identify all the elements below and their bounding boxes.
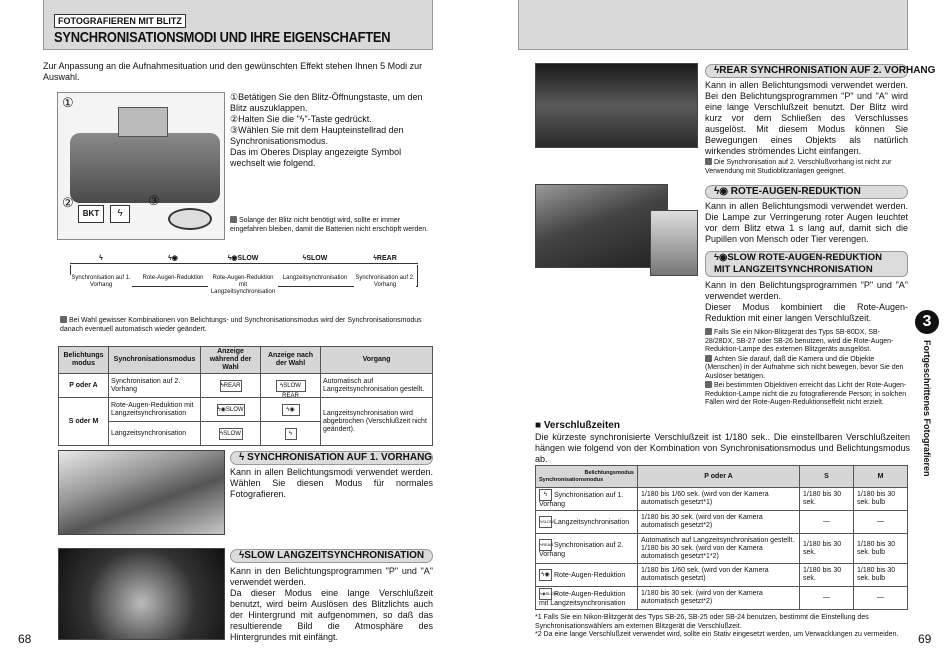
- note-icon: [60, 316, 67, 323]
- photo-carousel-girl: [58, 450, 225, 535]
- section-redeye-slow-text: [705, 280, 908, 324]
- flow-step-redeye-slow: ϟ◉SLOW Rote-Augen-Reduktion mit Langzeitsynchronisation: [208, 255, 278, 296]
- redeye-icon: ϟ◉: [282, 404, 300, 416]
- rear-icon: ϟREAR: [220, 380, 242, 392]
- section-slow-sync-title: ϟSLOW LANGZEITSYNCHRONISATION: [230, 549, 433, 563]
- mode-change-table: [58, 346, 433, 446]
- redeye-slow-para-1: Kann in den Belichtungsprogrammen "P" und "A" verwendet werden.: [705, 280, 908, 301]
- note-item: Achten Sie darauf, daß die Kamera und die Objekte (Menschen) in der Aufnahme sich nicht bewegen, bevor Sie den Auslöser betätigen.: [705, 355, 904, 380]
- step-2-text: ②Halten Sie die "ϟ"-Taste gedrückt.: [230, 114, 372, 124]
- section-front-curtain-text: Kann in allen Belichtungsmodi verwendet werden. Wählen Sie diesen Modus für normales Fotografieren.: [230, 467, 433, 499]
- flow-step-front: ϟ Synchronisation auf 1. Vorhang: [71, 255, 131, 288]
- note-studio-flash: [705, 158, 908, 176]
- section-redeye-title: ϟ◉ ROTE-AUGEN-REDUKTION: [705, 185, 908, 199]
- slow-icon: ϟSLOW: [539, 516, 552, 528]
- note-batteries: [230, 216, 433, 234]
- section-front-curtain-title: ϟ SYNCHRONISATION AUF 1. VORHANG: [230, 451, 433, 465]
- footnote-2: *2 Da eine lange Verschlußzeit verwendet wird, sollte ein Stativ eingesetzt werden, um Verwacklungen zu vermeiden.: [535, 631, 899, 638]
- table-row: Langzeitsynchronisation ϟSLOW ϟ: [59, 422, 433, 446]
- section-rear-curtain-text: Kann in allen Belichtungsmodi verwendet werden. Bei den Belichtungsprogrammen "P" und "A" wird eine lange Verschlußzeit benutzt. Der Blitz wird kurz vor dem Schließen des Verschlusses ausgelöst. Mit diesem Modus können Sie Bewegungen eines Objekts als natürlich wirkendes strömendes Licht einfangen.: [705, 80, 908, 156]
- redeye-slow-title-line2: MIT LANGZEITSYNCHRONISATION: [714, 264, 873, 275]
- col-after: Anzeige nach der Wahl: [261, 347, 321, 374]
- redeye-slow-icon: ϟ◉SLOW: [539, 588, 552, 600]
- slow-sync-para-1: Kann in den Belichtungsprogrammen "P" und "A" verwendet werden.: [230, 566, 433, 587]
- slow-rear-icon: ϟSLOW REAR: [276, 380, 306, 392]
- bkt-button: BKT: [78, 205, 104, 223]
- redeye-slow-icon: ϟ◉SLOW: [217, 404, 245, 416]
- note-icon: [705, 158, 712, 165]
- section-redeye-slow-title: [705, 251, 908, 277]
- note-item: Falls Sie ein Nikon-Blitzgerät des Typs SB-80DX, SB-28/28DX, SB-27 oder SB-26 benutzen, wird die Rote-Augen-Reduktion-Lampe des externen Blitzgeräts ausgelöst.: [705, 329, 894, 353]
- note-combination: [60, 316, 435, 334]
- note-item: Bei bestimmten Objektiven erreicht das Licht der Rote-Augen-Reduktion-Lampe nicht die zu fotografierende Person; in solchen Fällen wird der Rote-Augen-Reduktionseffekt nicht erzielt.: [705, 382, 907, 406]
- command-dial: [168, 208, 212, 230]
- col-p-or-a: P oder A: [638, 466, 800, 488]
- rear-icon: ϟREAR: [539, 539, 552, 551]
- note-studio-flash-text: Die Synchronisation auf 2. Verschlußvorhang ist nicht zur Verwendung mit Studioblitzanlagen geeignet.: [705, 159, 892, 175]
- table-row: ϟ◉ Rote-Augen-Reduktion 1/180 bis 1/60 sek. (wird von der Kamera automatisch gesetzt) 1/180 bis 30 sek. 1/180 bis 30 sek. bulb: [536, 564, 908, 587]
- corner-cell: Belichtungsmodus Synchronisationsmodus: [536, 466, 638, 488]
- note-combination-text: Bei Wahl gewisser Kombinationen von Belichtungs- und Synchronisationsmodus wird der Synchronisationsmodus danach eventuell automatisch wieder geändert.: [60, 317, 422, 333]
- table-row: P oder A Synchronisation auf 2. Vorhang ϟREAR ϟSLOW REAR Automatisch auf Langzeitsynchronisation gestellt.: [59, 374, 433, 398]
- chapter-tag: FOTOGRAFIEREN MIT BLITZ: [54, 14, 186, 28]
- col-s: S: [800, 466, 854, 488]
- note-batteries-text: Solange der Blitz nicht benötigt wird, sollte er immer eingefahren bleiben, damit die Batterien nicht erschöpft werden.: [230, 217, 429, 233]
- flash-icon: ϟ: [539, 489, 552, 501]
- photo-motorcycle: [535, 63, 698, 148]
- col-procedure: Vorgang: [321, 347, 433, 374]
- flash-unit: [118, 107, 168, 137]
- step-4-text: Das im Oberes Display angezeigte Symbol wechselt wie folgend.: [230, 147, 402, 168]
- step-2-marker: ②: [62, 195, 74, 210]
- flow-step-slow: ϟSLOW Langzeitsynchronisation: [280, 255, 350, 282]
- right-page: [475, 0, 950, 664]
- shutter-heading: ■ Verschlußzeiten: [535, 420, 620, 431]
- steps-list: [230, 92, 433, 169]
- col-during: Anzeige während der Wahl: [201, 347, 261, 374]
- shutter-table: [535, 465, 908, 610]
- table-row: ϟ Synchronisation auf 1. Vorhang 1/180 bis 1/60 sek. (wird von der Kamera automatisch gesetzt*1) 1/180 bis 30 sek. 1/180 bis 30 sek. bulb: [536, 488, 908, 511]
- flow-step-redeye: ϟ◉ Rote-Augen-Reduktion: [140, 255, 206, 282]
- table-row: ϟREARSynchronisation auf 2. Vorhang Automatisch auf Langzeitsynchronisation gestellt. 1/180 bis 30 sek. (wird von der Kamera automatisch gesetzt*1*2) 1/180 bis 30 sek. 1/180 bis 30 sek. bulb: [536, 534, 908, 564]
- photo-night-girls: [58, 548, 225, 640]
- col-exposure: Belichtungs modus: [59, 347, 109, 374]
- flow-step-rear: ϟREAR Synchronisation auf 2. Vorhang: [355, 255, 415, 288]
- page-number-right: 69: [918, 632, 932, 646]
- step-3-text: ③Wählen Sie mit dem Haupteinstellrad den Synchronisationsmodus.: [230, 125, 404, 146]
- section-slow-sync-text: [230, 566, 433, 643]
- section-redeye-text: Kann in allen Belichtungsmodi verwendet werden. Die Lampe zur Verringerung roter Augen leuchtet vor dem Blitz etwa 1 s lang auf, damit sich die Pupillen von Mensch oder Tier verengen.: [705, 201, 908, 244]
- flash-button: ϟ: [110, 205, 130, 223]
- redeye-icon: ϟ◉: [539, 569, 552, 581]
- slow-sync-para-2: Da dieser Modus eine lange Verschlußzeit benutzt, wird beim Auslösen des Blitzlichts auch der Hintergrund mit aufgenommen, so daß das resultierende Bild die Atmosphäre des Hintergrundes mit einfängt.: [230, 588, 433, 642]
- photo-redeye-closeup: [650, 210, 698, 276]
- col-m: M: [854, 466, 908, 488]
- page-number-left: 68: [18, 632, 32, 646]
- left-header: [43, 0, 433, 50]
- table-row: ϟ◉SLOWRote-Augen-Reduktion mit Langzeitsynchronisation 1/180 bis 30 sek. (wird von der Kamera automatisch gesetzt*2) — —: [536, 587, 908, 610]
- flash-icon: ϟ: [285, 428, 297, 440]
- redeye-slow-title-line1: ϟ◉SLOW ROTE-AUGEN-REDUKTION: [714, 252, 882, 263]
- step-1-text: ①Betätigen Sie den Blitz-Öffnungstaste, um den Blitz auszuklappen.: [230, 92, 423, 113]
- slow-icon: ϟSLOW: [219, 428, 243, 440]
- step-1-marker: ①: [62, 95, 74, 110]
- table-row: S oder M Rote-Augen-Reduktion mit Langzeitsynchronisation ϟ◉SLOW ϟ◉ Langzeitsynchronisation wird abgebrochen (Verschlußzeit nicht geändert).: [59, 398, 433, 422]
- redeye-slow-notes: [705, 328, 908, 408]
- photo-redeye-girl: [535, 184, 668, 268]
- chapter-side-label: Fortgeschrittenes Fotografieren: [922, 340, 932, 477]
- redeye-slow-para-2: Dieser Modus kombiniert die Rote-Augen-Reduktion mit einer langen Verschlußzeit.: [705, 302, 908, 323]
- camera-body: [70, 133, 220, 203]
- step-3-marker: ③: [148, 193, 160, 208]
- footnote-1: *1 Falls Sie ein Nikon-Blitzgerät des Typs SB-26, SB-25 oder SB-24 benutzen, bestimmt die Einstellung des Synchronisationswählers am externen Blitzgerät die Verschlußzeit.: [535, 614, 869, 630]
- intro-text: Zur Anpassung an die Aufnahmesituation und den gewünschten Effekt stehen Ihnen 5 Modi zur Auswahl.: [43, 61, 423, 82]
- chapter-number-tab: 3: [915, 310, 939, 334]
- note-icon: [230, 216, 237, 223]
- mode-cycle-diagram: [70, 255, 418, 303]
- page-title: SYNCHRONISATIONSMODI UND IHRE EIGENSCHAFTEN: [54, 29, 391, 46]
- table-row: ϟSLOWLangzeitsynchronisation 1/180 bis 30 sek. (wird von der Kamera automatisch gesetzt*2) — —: [536, 511, 908, 534]
- section-rear-curtain-title: ϟREAR SYNCHRONISATION AUF 2. VORHANG: [705, 64, 908, 78]
- right-header: [518, 0, 908, 50]
- col-sync: Synchronisationsmodus: [109, 347, 201, 374]
- camera-illustration: [57, 92, 225, 240]
- shutter-text: Die kürzeste synchronisierte Verschlußzeit ist 1/180 sek.. Die einstellbaren Verschlußzeiten hängen wie folgend von der Kombination von Synchronisationsmodus und Belichtungsmodus ab.: [535, 432, 910, 464]
